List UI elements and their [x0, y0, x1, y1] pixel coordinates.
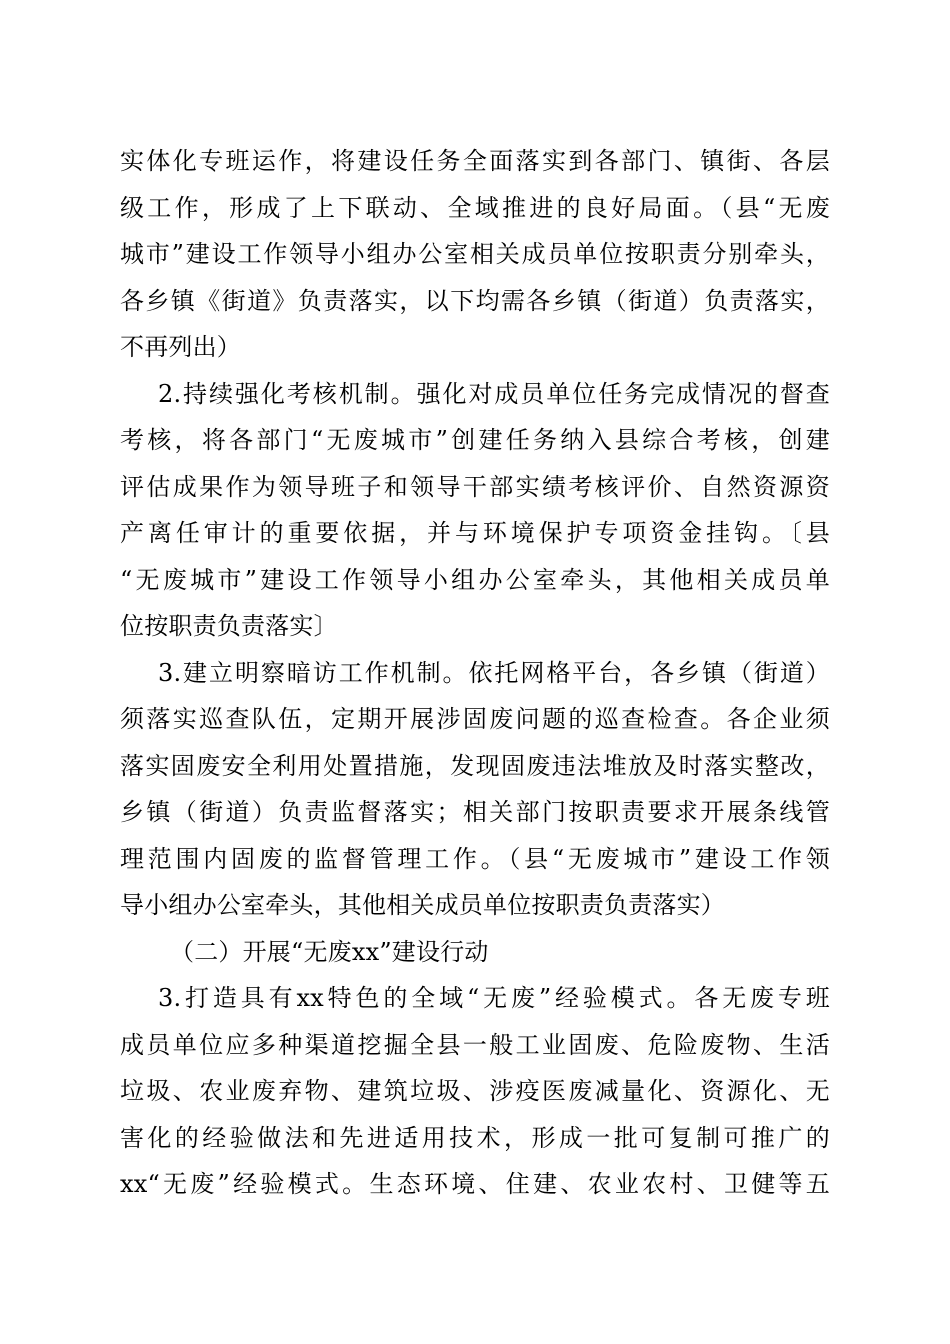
paragraph-first-line: 3.打造具有xx特色的全域“无废”经验模式。各无废专班	[158, 984, 830, 1012]
paragraph-line: 实体化专班运作，将建设任务全面落实到各部门、镇街、各层	[120, 147, 830, 175]
paragraph-line: 害化的经验做法和先进适用技术，形成一批可复制可推广的	[120, 1123, 830, 1152]
paragraph-line: 导小组办公室牵头，其他相关成员单位按职责负责落实）	[120, 891, 725, 919]
document-body	[120, 138, 830, 1208]
paragraph-line: 位按职责负责落实〕	[120, 612, 338, 640]
paragraph-line: 产离任审计的重要依据，并与环境保护专项资金挂钩。〔县	[120, 519, 830, 547]
paragraph-line: 成员单位应多种渠道挖掘全县一般工业固废、危险废物、生活	[120, 1030, 830, 1059]
paragraph-line: 垃圾、农业废弃物、建筑垃圾、涉疫医废减量化、资源化、无	[120, 1077, 830, 1105]
paragraph-line: 不再列出）	[120, 333, 241, 361]
paragraph-line: 城市”建设工作领导小组办公室相关成员单位按职责分别牵头，	[120, 240, 830, 268]
paragraph-line: 考核，将各部门“无废城市”创建任务纳入县综合考核，创建	[120, 426, 830, 454]
section-heading: （二）开展“无废xx”建设行动	[170, 937, 489, 966]
paragraph-line: 理范围内固废的监督管理工作。（县“无废城市”建设工作领	[120, 844, 830, 873]
paragraph-line: 落实固废安全利用处置措施，发现固废违法堆放及时落实整改，	[120, 751, 830, 780]
paragraph-line: 级工作，形成了上下联动、全域推进的良好局面。（县“无废	[120, 193, 830, 222]
paragraph-line: “无废城市”建设工作领导小组办公室牵头，其他相关成员单	[120, 565, 830, 594]
paragraph-line: 评估成果作为领导班子和领导干部实绩考核评价、自然资源资	[120, 472, 830, 501]
paragraph-line: 须落实巡查队伍，定期开展涉固废问题的巡查检查。各企业须	[120, 705, 830, 733]
paragraph-first-line: 3.建立明察暗访工作机制。依托网格平台，各乡镇（街道）	[158, 658, 830, 687]
paragraph-line: 乡镇（街道）负责监督落实；相关部门按职责要求开展条线管	[120, 798, 830, 826]
paragraph-line: xx“无废”经验模式。生态环境、住建、农业农村、卫健等五	[120, 1170, 830, 1198]
paragraph-first-line: 2.持续强化考核机制。强化对成员单位任务完成情况的督查	[158, 379, 830, 408]
paragraph-line: 各乡镇《街道》负责落实，以下均需各乡镇（街道）负责落实，	[120, 286, 830, 315]
